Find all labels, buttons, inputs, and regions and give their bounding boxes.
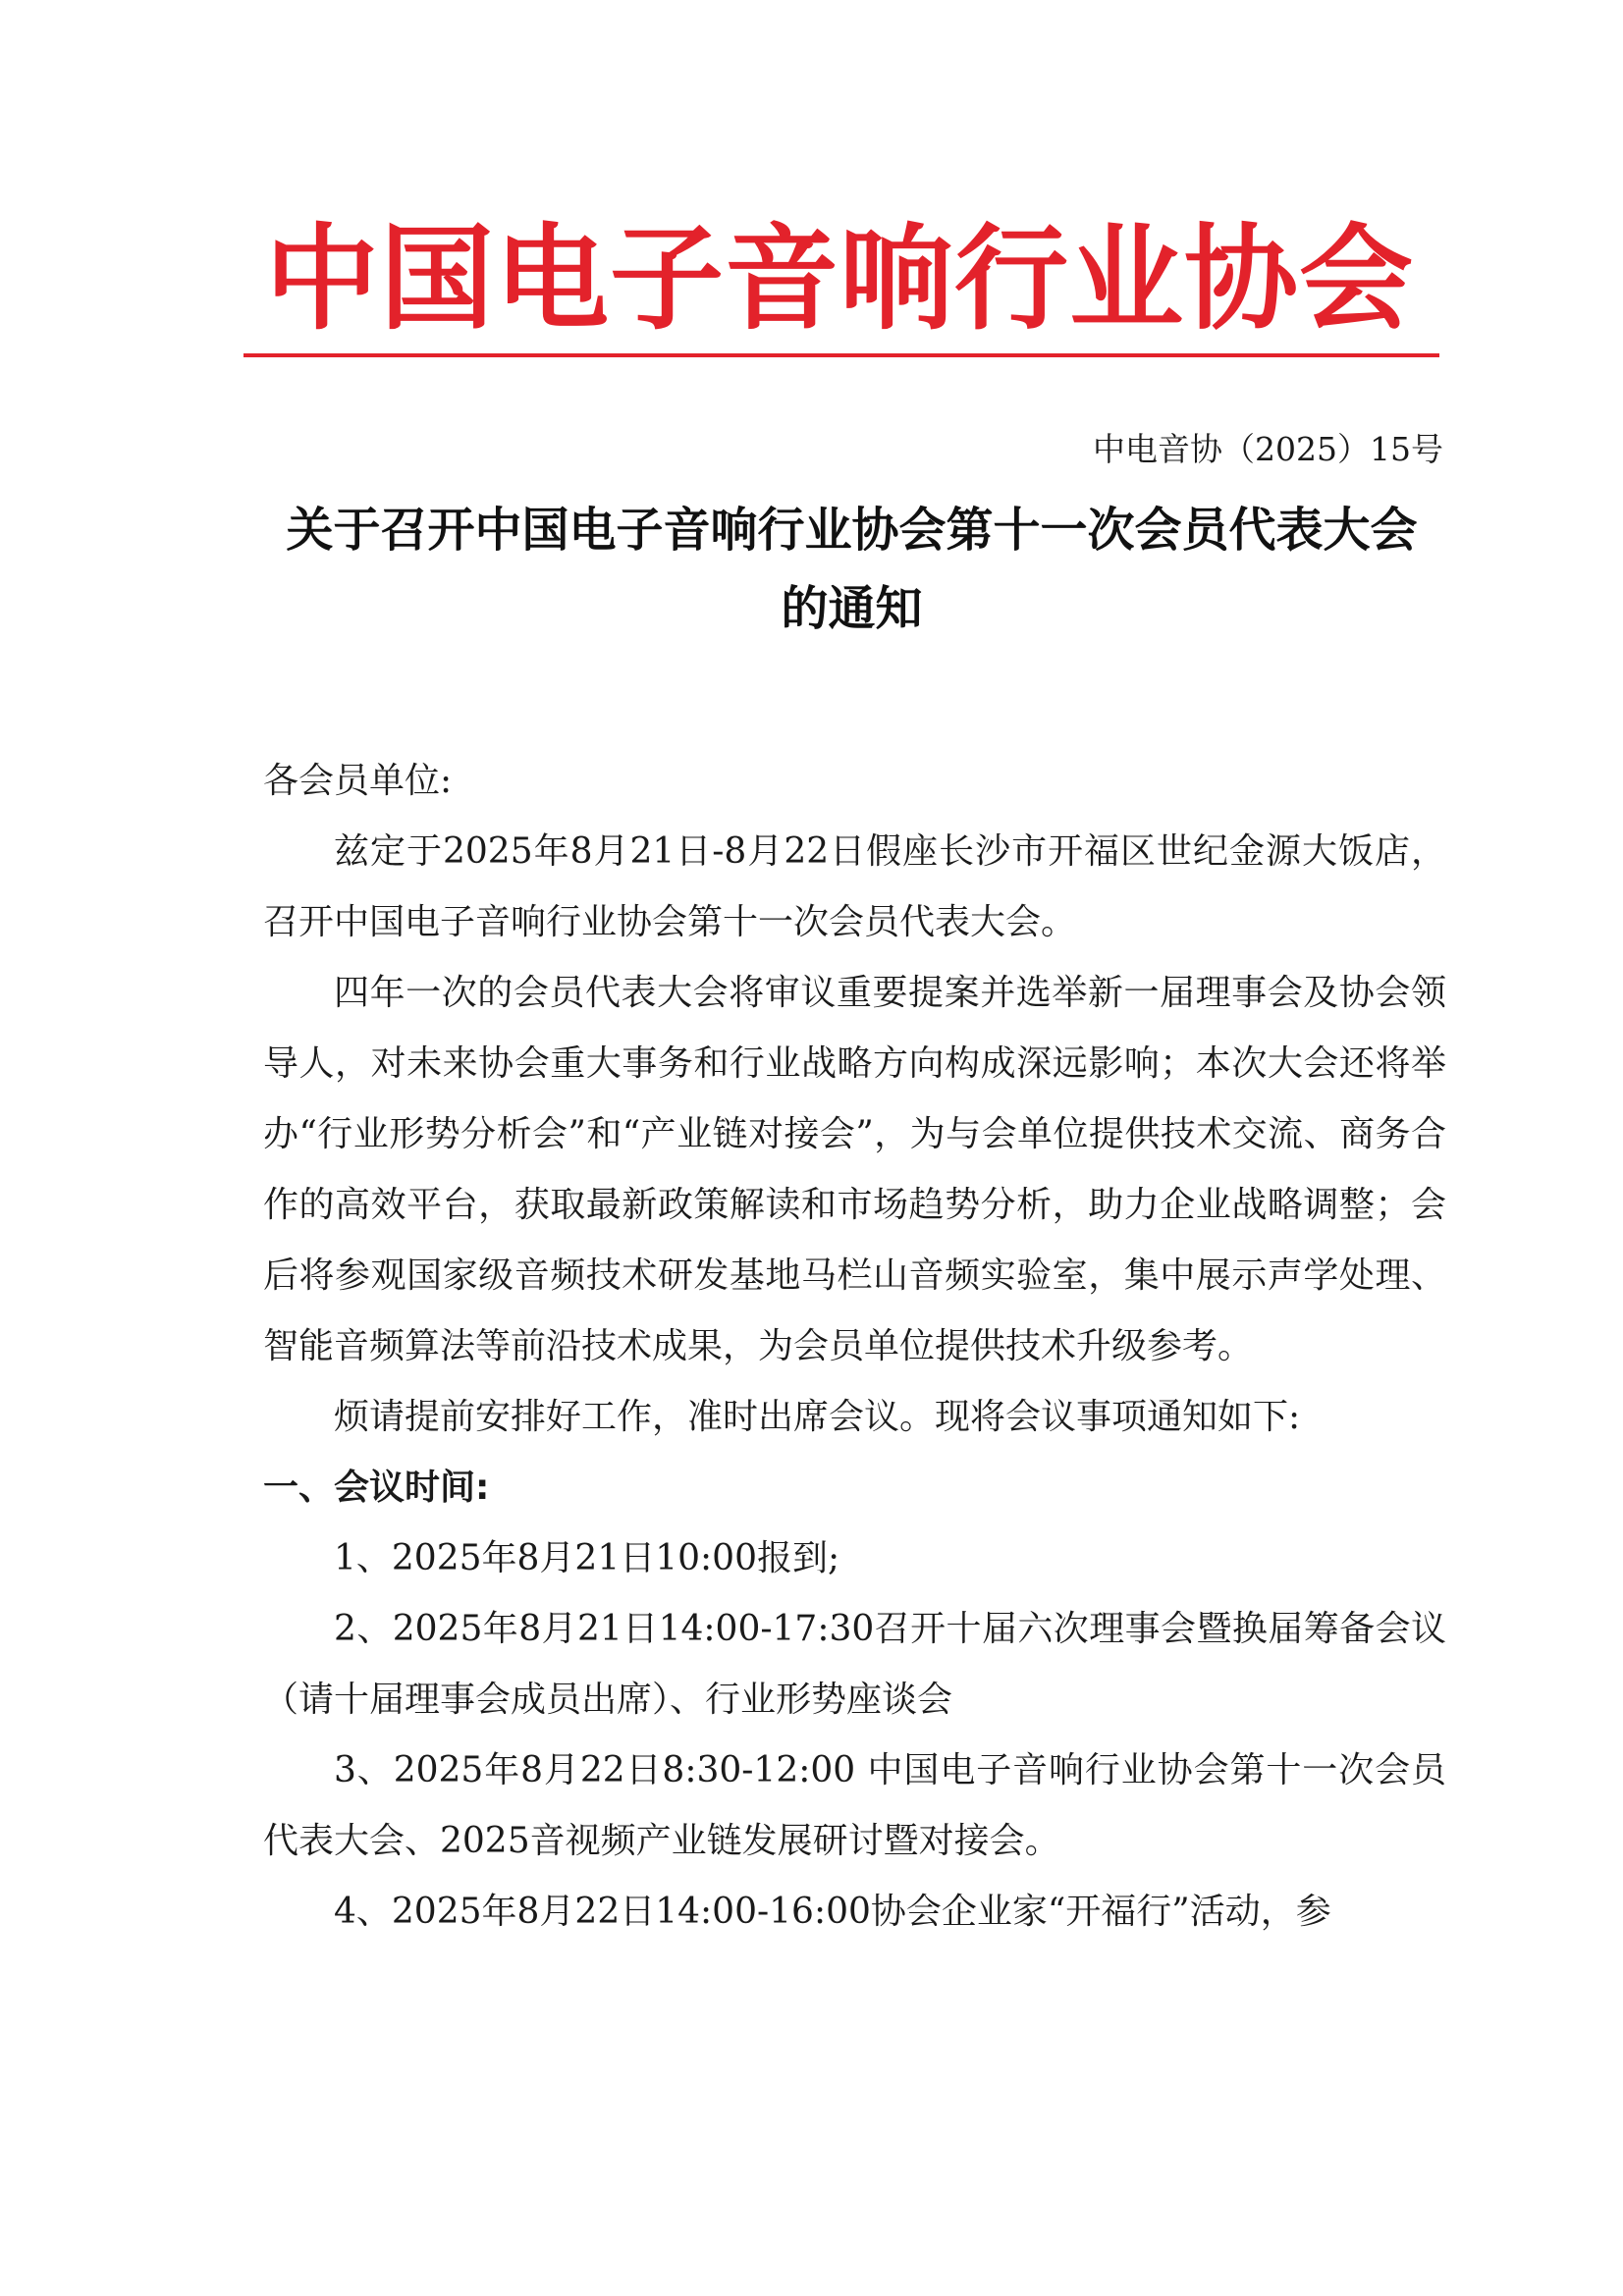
notice-title-line-1: 关于召开中国电子音响行业协会第十一次会员代表大会 <box>286 503 1418 558</box>
schedule-item: 4、2025年8月22日14:00-16:00协会企业家“开福行”活动，参 <box>334 1892 1331 1932</box>
schedule-item: 3、2025年8月22日8:30-12:00 中国电子音响行业协会第十一次会员代表大会、2025音视频产业链发展研讨暨对接会。 <box>263 1750 1446 1861</box>
notice-title-line-2: 的通知 <box>781 581 923 636</box>
paragraph-meeting-purpose: 四年一次的会员代表大会将审议重要提案并选举新一届理事会及协会领导人，对未来协会重大事务和行业战略方向构成深远影响；本次大会还将举办“行业形势分析会”和“产业链对接会”，为与会单位提供技术交流、商务合作的高效平台，获取最新政策解读和市场趋势分析，助力企业战略调整；会后将参观国家级音频技术研发基地马栏山音频实验室，集中展示声学处理、智能音频算法等前沿技术成果，为会员单位提供技术升级参考。 <box>263 973 1446 1366</box>
letterhead-red-rule <box>243 353 1439 357</box>
schedule-item: 2、2025年8月21日14:00-17:30召开十届六次理事会暨换届筹备会议（请十届理事会成员出席）、行业形势座谈会 <box>263 1609 1446 1720</box>
document-number: 中电音协（2025）15号 <box>1093 430 1443 468</box>
salutation: 各会员单位: <box>263 761 453 801</box>
letterhead-org-name: 中国电子音响行业协会 <box>265 213 1414 346</box>
paragraph-meeting-date: 兹定于2025年8月21日-8月22日假座长沙市开福区世纪金源大饭店，召开中国电子音响行业协会第十一次会员代表大会。 <box>263 831 1446 942</box>
notice-title <box>250 491 1453 648</box>
paragraph-attendance-request: 烦请提前安排好工作，准时出席会议。现将会议事项通知如下: <box>334 1397 1301 1437</box>
notice-body <box>263 746 1446 1948</box>
section-heading-meeting-time: 一、会议时间: <box>263 1468 490 1508</box>
schedule-item: 1、2025年8月21日10:00报到; <box>334 1538 840 1578</box>
